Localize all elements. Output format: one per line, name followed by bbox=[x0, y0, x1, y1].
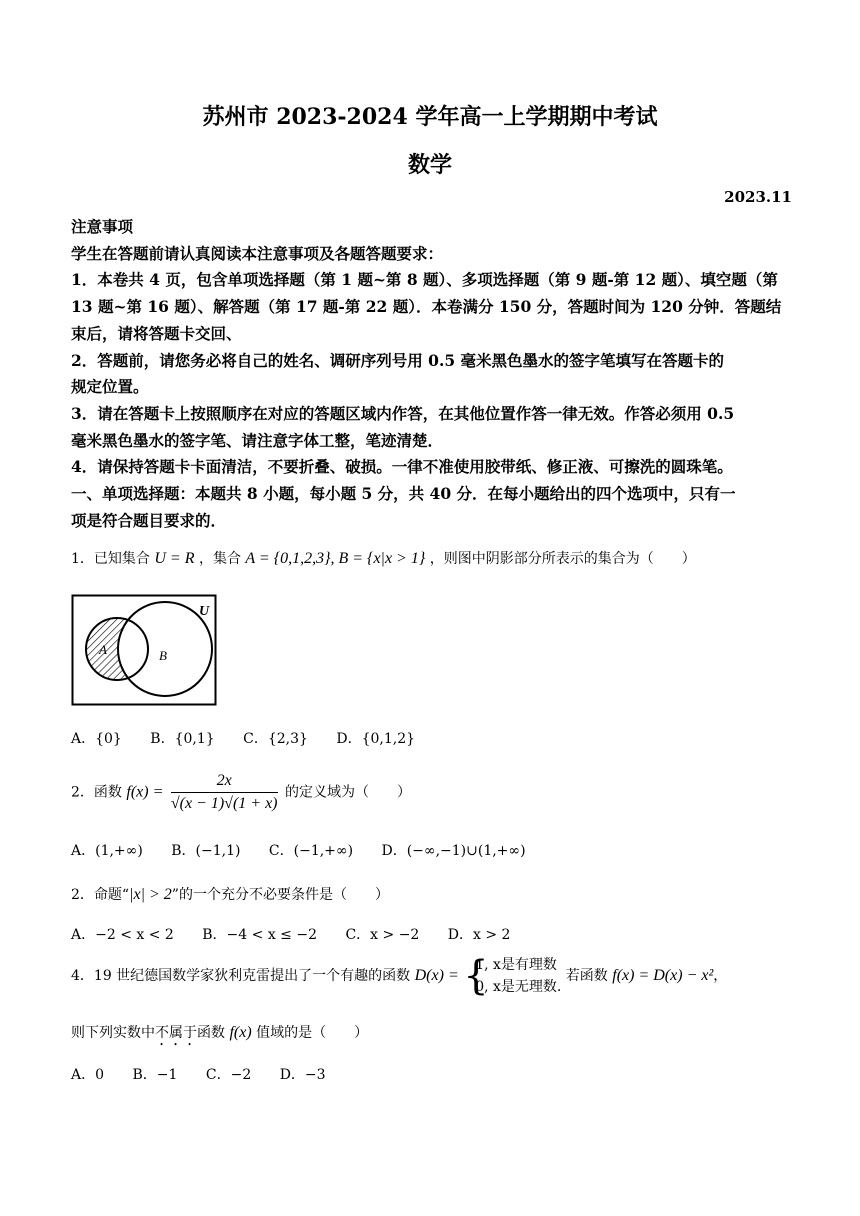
section-heading: 一、单项选择题：本题共 8 小题，每小题 5 分，共 40 分．在每小题给出的四个选项中，只有一 bbox=[71, 484, 736, 504]
option-d: D．{0,1,2} bbox=[336, 731, 416, 747]
option-c: C．−2 bbox=[205, 1067, 252, 1083]
option-a: A．−2 < x < 2 bbox=[71, 927, 174, 943]
option-b: B．−1 bbox=[132, 1067, 178, 1083]
question-1: 1．已知集合 U = R ，集合 A = {0,1,2,3}, B = {x|x > 1} ，则图中阴影部分所表示的集合为（ ） bbox=[71, 550, 696, 567]
notice-line: 2．答题前，请您务必将自己的姓名、调研序列号用 0.5 毫米黑色墨水的签字笔填写在答题卡的 bbox=[71, 350, 725, 370]
q4-fx: f(x) = D(x) − x² bbox=[612, 967, 714, 984]
q2-fx: f(x) = bbox=[126, 783, 164, 801]
question-4-line-2: 则下列实数中不属于函数 f(x) 值域的是（ ） bbox=[71, 1024, 369, 1041]
notice-line: 毫米黑色墨水的签字笔、请注意字体工整，笔迹清楚． bbox=[71, 430, 444, 450]
q3-options bbox=[71, 924, 534, 944]
label-a: A bbox=[99, 642, 107, 657]
notice-line: 规定位置。 bbox=[71, 377, 149, 397]
option-c: C．x > −2 bbox=[345, 927, 420, 943]
q4-emphasis: 不属于 bbox=[155, 1025, 197, 1041]
option-d: D．(−∞,−1)∪(1,+∞) bbox=[381, 843, 526, 859]
label-b: B bbox=[159, 648, 167, 663]
brace-icon: { bbox=[463, 953, 489, 999]
option-d: D．−3 bbox=[279, 1067, 326, 1083]
q1-universal-set: U = R bbox=[154, 550, 195, 567]
label-u: U bbox=[199, 604, 210, 619]
question-2: 2．函数 f(x) = $\frac{2x}{√(x - 1)√(1 + x)}$ 的定义域为（ ） bbox=[71, 770, 411, 815]
q2-options bbox=[71, 840, 550, 860]
notice-line: 1．本卷共 4 页，包含单项选择题（第 1 题~第 8 题）、多项选择题（第 9 题-第 12 题）、填空题（第 bbox=[71, 270, 778, 290]
exam-date: 2023.11 bbox=[724, 188, 792, 206]
q2-numerator: 2x bbox=[171, 770, 278, 793]
option-a: A．0 bbox=[71, 1067, 105, 1083]
exam-subject: 数学 bbox=[407, 152, 452, 178]
option-a: A．(1,+∞) bbox=[71, 843, 143, 859]
q4-case-2: 0, x是无理数. bbox=[475, 979, 562, 995]
q4-dx: D(x) = bbox=[414, 967, 459, 984]
notice-line: 束后，请将答题卡交回、 bbox=[71, 323, 242, 343]
option-a: A．{0} bbox=[71, 731, 122, 747]
question-3: 2．命题“|x| > 2”的一个充分不必要条件是（ ） bbox=[71, 886, 389, 903]
q1-sets: A = {0,1,2,3}, B = {x|x > 1} bbox=[245, 550, 426, 567]
option-c: C．(−1,+∞) bbox=[268, 843, 354, 859]
q4-piecewise bbox=[463, 954, 561, 998]
notice-heading: 注意事项 bbox=[71, 217, 134, 236]
venn-diagram bbox=[71, 594, 217, 706]
q1-options bbox=[71, 728, 439, 748]
option-b: B．{0,1} bbox=[150, 731, 215, 747]
notice-line: 3．请在答题卡上按照顺序在对应的答题区域内作答，在其他位置作答一律无效。作答必须用 0.5 bbox=[71, 403, 735, 423]
q2-fraction bbox=[171, 770, 278, 815]
q3-expr: |x| > 2 bbox=[129, 886, 172, 903]
notice-block bbox=[71, 214, 793, 534]
q4-fx-2: f(x) bbox=[229, 1024, 252, 1041]
exam-title: 苏州市 2023-2024 学年高一上学期期中考试 bbox=[202, 104, 658, 130]
notice-line: 学生在答题前请认真阅读本注意事项及各题答题要求： bbox=[71, 243, 444, 263]
q2-denominator: √(x − 1)√(1 + x) bbox=[170, 795, 278, 812]
option-b: B．(−1,1) bbox=[171, 843, 241, 859]
section-heading-cont: 项是符合题目要求的． bbox=[71, 510, 227, 530]
option-c: C．{2,3} bbox=[243, 731, 308, 747]
notice-line: 13 题~第 16 题）、解答题（第 17 题-第 22 题）．本卷满分 150 分，答题时间为 120 分钟．答题结 bbox=[71, 297, 782, 317]
q4-case-1: 1, x是有理数 bbox=[475, 957, 557, 973]
notice-line: 4．请保持答题卡卡面清洁，不要折叠、破损。一律不准使用胶带纸、修正液、可擦洗的圆珠笔。 bbox=[71, 457, 733, 477]
question-4: 4．19 世纪德国数学家狄利克雷提出了一个有趣的函数 D(x) = { 1, x是有理数 0, x是无理数. 若函数 f(x) = D(x) − x²， bbox=[71, 953, 728, 999]
option-b: B．−4 < x ≤ −2 bbox=[202, 927, 317, 943]
option-d: D．x > 2 bbox=[447, 927, 511, 943]
q4-options bbox=[71, 1064, 350, 1084]
